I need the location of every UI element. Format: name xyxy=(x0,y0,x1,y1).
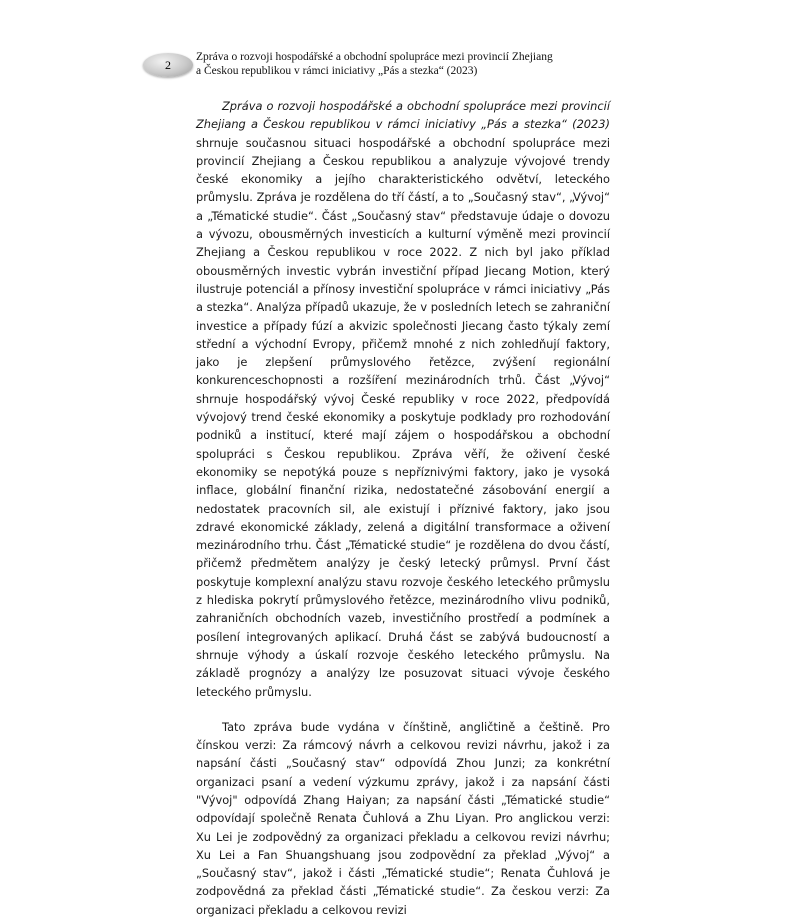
report-title-italic: Zpráva o rozvoji hospodářské a obchodní spolupráce mezi provincií Zhejiang a Českou republikou v rámci iniciativy „Pás a stezka“ (2023) xyxy=(196,99,610,132)
page-number: 2 xyxy=(165,57,171,72)
paragraph-authors xyxy=(196,718,610,919)
page-number-badge xyxy=(143,53,193,77)
paragraph-summary xyxy=(196,97,610,701)
running-header-line-2: a Českou republikou v rámci iniciativy „Pás a stezka“ (2023) xyxy=(196,65,478,77)
running-header-line-1: Zpráva o rozvoji hospodářské a obchodní spolupráce mezi provincií Zhejiang xyxy=(196,51,553,63)
paragraph-text: shrnuje současnou situaci hospodářské a obchodní spolupráce mezi provincií Zhejiang a Českou republikou a analyzuje vývojové trendy české ekonomiky a jejího charakteristického odvětví, leteckého průmyslu. Zpráva je rozdělena do tří částí, a to „Současný stav“, „Vývoj“ a „Tématické studie“. Část „Současný stav“ představuje údaje o dovozu a vývozu, obousměrných investicích a kulturní výměně mezi provincií Zhejiang a Českou republikou v roce 2022. Z nich byl jako příklad obousměrných investic vybrán investiční případ Jiecang Motion, který ilustruje potenciál a přínosy investiční spolupráce v rámci iniciativy „Pás a stezka“. Analýza případů ukazuje, že v posledních letech se zahraniční investice a případy fúzí a akvizic společnosti Jiecang často týkaly zemí střední a východní Evropy, přičemž mnohé z nich zohledňují faktory, jako je zlepšení průmyslového řetězce, zvýšení regionální konkurenceschopnosti a rozšíření mezinárodních trhů. Část „Vývoj“ shrnuje hospodářský vývoj České republiky v roce 2022, předpovídá vývojový trend české ekonomiky a poskytuje podklady pro rozhodování podniků a institucí, které mají zájem o hospodářskou a obchodní spolupráci s Českou republikou. Zpráva věří, že oživení české ekonomiky se nepotýká pouze s nepříznivými faktory, jako je vysoká inflace, globální finanční rizika, nedostatečné zásobování energií a nedostatek pracovních sil, ale existují i příznivé faktory, jako jsou zdravé ekonomické základy, zelená a digitální transformace a oživení mezinárodního trhu. Část „Tématické studie“ je rozdělena do dvou částí, přičemž předmětem analýzy je český letecký průmysl. První část poskytuje komplexní analýzu stavu rozvoje českého leteckého průmyslu z hlediska pokrytí průmyslového řetězce, mezinárodního vlivu podniků, zahraničních obchodních vazeb, investičního prostředí a podmínek a posílení integrovaných aplikací. Druhá část se zabývá budoucností a shrnuje výhody a úskalí rozvoje českého leteckého průmyslu. Na základě prognózy a analýzy lze posuzovat situaci vývoje českého leteckého průmyslu. xyxy=(196,135,610,699)
document-body xyxy=(196,97,610,919)
paragraph-text: Tato zpráva bude vydána v čínštině, angličtině a češtině. Pro čínskou verzi: Za rámcový návrh a celkovou revizi návrhu, jakož i za napsání části „Současný stav“ odpovídá Zhou Junzi; za konkrétní organizaci psaní a vedení výzkumu zprávy, jakož i za napsání části "Vývoj" odpovídá Zhang Haiyan; za napsání části „Tématické studie“ odpovídají společně Renata Čuhlová a Zhu Liyan. Pro anglickou verzi: Xu Lei je zodpovědný za organizaci překladu a celkovou revizi návrhu; Xu Lei a Fan Shuangshuang jsou zodpovědní za překlad „Vývoj“ a „Současný stav“, jakož i části „Tématické studie“; Renata Čuhlová je zodpovědná za překlad části „Tématické studie“. Za českou verzi: Za organizaci překladu a celkovou revizi xyxy=(196,719,610,917)
running-header xyxy=(196,50,596,78)
